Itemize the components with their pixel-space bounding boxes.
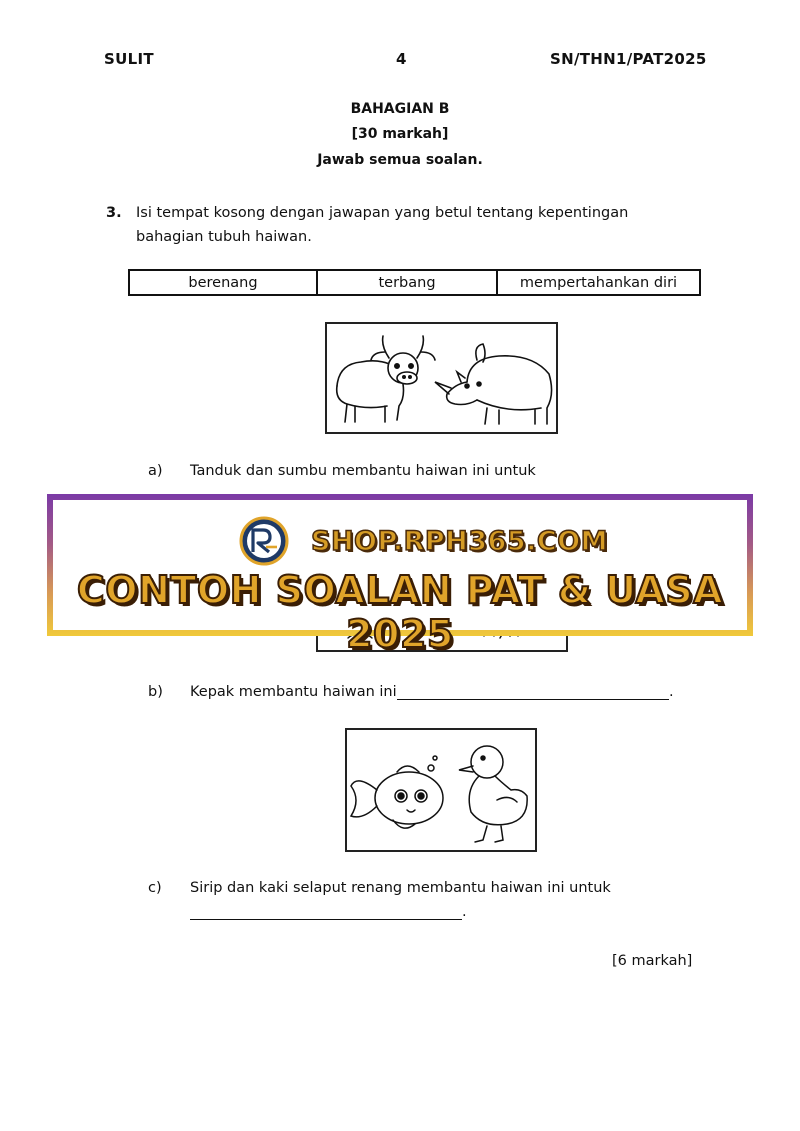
- banner-inner: [53, 500, 747, 656]
- fish-duck-illustration: [345, 728, 537, 852]
- paper-code: SN/THN1/PAT2025: [550, 50, 707, 68]
- section-instruction: Jawab semua soalan.: [317, 152, 483, 168]
- part-c-end: .: [462, 904, 467, 920]
- answer-option: mempertahankan diri: [519, 274, 678, 291]
- part-b-label: b): [148, 684, 163, 700]
- promo-banner: [47, 494, 753, 656]
- banner-title: CONTOH SOALAN PAT & UASA 2025: [76, 568, 724, 656]
- part-a-text: Tanduk dan sumbu membantu haiwan ini untuk: [190, 463, 536, 479]
- banner-shop-url: SHOP.RPH365.COM: [311, 526, 609, 557]
- question-text-line2: bahagian tubuh haiwan.: [136, 229, 312, 245]
- answer-option: terbang: [318, 271, 498, 294]
- page-number: 4: [396, 50, 407, 68]
- rph365-logo-icon: [239, 516, 289, 566]
- part-c-answer-blank[interactable]: [190, 902, 462, 920]
- part-a-label: a): [148, 463, 163, 479]
- answer-option: berenang: [130, 271, 318, 294]
- part-c-text: Sirip dan kaki selaput renang membantu haiwan ini untuk: [190, 880, 611, 896]
- question-text-line1: Isi tempat kosong dengan jawapan yang betul tentang kepentingan: [136, 205, 629, 221]
- header-sulit: SULIT: [104, 50, 154, 68]
- buffalo-rhino-illustration: [325, 322, 558, 434]
- section-title: BAHAGIAN B: [350, 101, 450, 117]
- total-marks: [6 markah]: [612, 953, 693, 969]
- answer-options-table: [128, 269, 701, 296]
- part-b-end: .: [669, 684, 674, 700]
- part-c-label: c): [148, 880, 162, 896]
- part-b-text: Kepak membantu haiwan ini: [190, 684, 397, 700]
- question-number: 3.: [106, 205, 122, 221]
- part-b-answer-blank[interactable]: [397, 682, 669, 700]
- section-marks: [30 markah]: [351, 126, 449, 142]
